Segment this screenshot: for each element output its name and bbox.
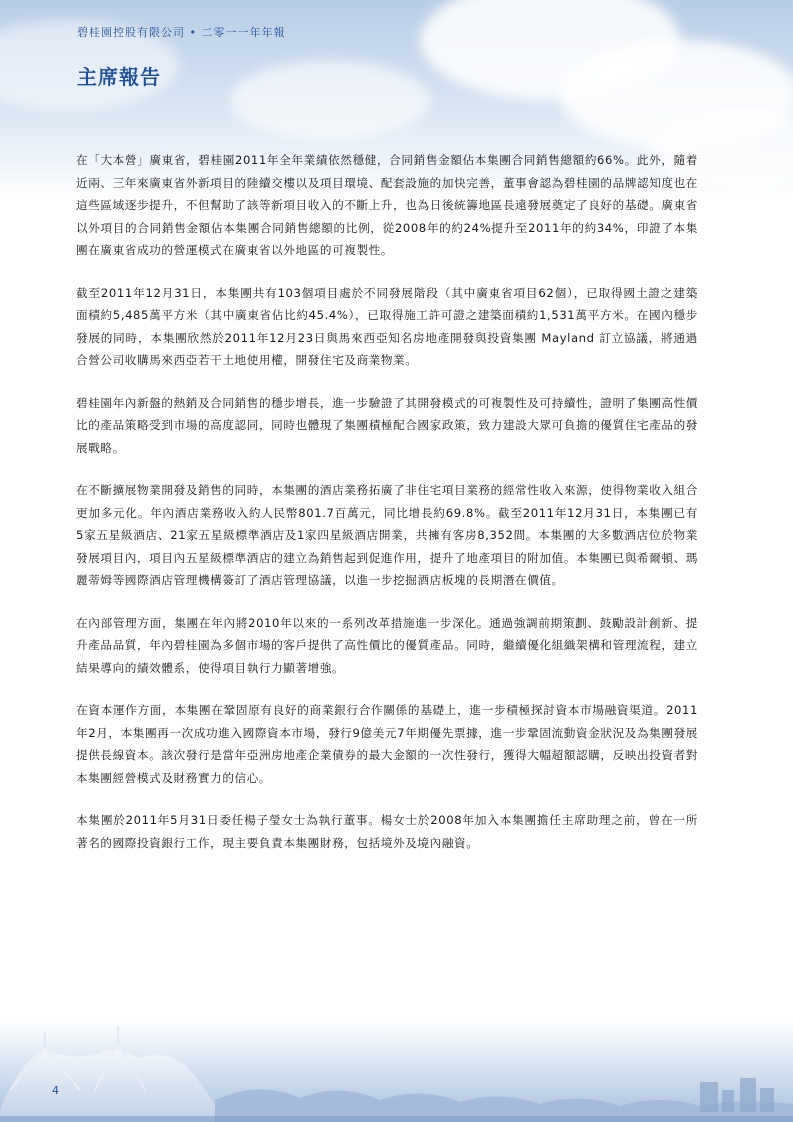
footer-illustration — [0, 1020, 793, 1122]
paragraph: 在不斷擴展物業開發及銷售的同時，本集團的酒店業務拓廣了非住宅項目業務的經常性收入來源，使得物業收入組合更加多元化。年內酒店業務收入約人民幣801.7百萬元，同比增長約69.8%。截至2011年12月31日，本集團已有5家五星級酒店、21家五星級標準酒店及1家四星級酒店開業，共擁有客房8,352間。本集團的大多數酒店位於物業發展項目內，項目內五星級標準酒店的建立為銷售起到促進作用，提升了地產項目的附加值。本集團已與希爾頓、瑪麗蒂姆等國際酒店管理機構簽訂了酒店管理協議，以進一步挖掘酒店板塊的長期潛在價值。 — [76, 483, 698, 587]
paragraph: 在資本運作方面，本集團在鞏固原有良好的商業銀行合作關係的基礎上，進一步積極探討資本市場融資渠道。2011年2月，本集團再一次成功進入國際資本市場，發行9億美元7年期優先票據，進一步鞏固流動資金狀況及為集團發展提供長線資本。該次發行是當年亞洲房地產企業債券的最大金額的一次性發行，獲得大幅超額認購，反映出投資者對本集團經營模式及財務實力的信心。 — [76, 703, 698, 785]
paragraph: 碧桂園年內新盤的熱銷及合同銷售的穩步增長，進一步驗證了其開發模式的可複製性及可持續性，證明了集團高性價比的產品策略受到市場的高度認同，同時也體現了集團積極配合國家政策，致力建設大眾可負擔的優質住宅產品的發展戰略。 — [76, 395, 698, 455]
report-body — [76, 149, 698, 874]
paragraph: 截至2011年12月31日，本集團共有103個項目處於不同發展階段（其中廣東省項目62個），已取得國土證之建築面積約5,485萬平方米（其中廣東省佔比約45.4%），已取得施工許可證之建築面積約1,531萬平方米。在國內穩步發展的同時，本集團欣然於2011年12月23日與馬來西亞知名房地產開發與投資集團 Mayland 訂立協議，將通過合營公司收購馬來西亞若干土地使用權，開發住宅及商業物業。 — [76, 285, 698, 367]
paragraph: 在「大本營」廣東省，碧桂園2011年全年業績依然穩健，合同銷售金額佔本集團合同銷售總額約66%。此外，隨着近兩、三年來廣東省外新項目的陸續交樓以及項目環境、配套設施的加快完善，董事會認為碧桂園的品牌認知度也在這些區域逐步提升，不但幫助了該等新項目收入的不斷上升，也為日後統籌地區長遠發展奠定了良好的基礎。廣東省以外項目的合同銷售金額佔本集團合同銷售總額的比例，從2008年的約24%提升至2011年的約34%，印證了本集團在廣東省成功的營運模式在廣東省以外地區的可複製性。 — [76, 153, 698, 257]
running-header: 碧桂園控股有限公司 • 二零一一年年報 — [77, 26, 286, 39]
section-title: 主席報告 — [77, 65, 161, 89]
building-skyline-image — [0, 1020, 793, 1122]
paragraph: 本集團於2011年5月31日委任楊子瑩女士為執行董事。楊女士於2008年加入本集團擔任主席助理之前，曾在一所著名的國際投資銀行工作，現主要負責本集團財務，包括境外及境內融資。 — [76, 813, 698, 850]
paragraph: 在內部管理方面，集團在年內將2010年以來的一系列改革措施進一步深化。通過強調前期策劃、鼓勵設計創新、提升產品品質，年內碧桂園為多個市場的客戶提供了高性價比的優質產品。同時，繼續優化組織架構和管理流程，建立結果導向的績效體系，使得項目執行力顯著增強。 — [76, 615, 698, 675]
page-number: 4 — [52, 1084, 59, 1097]
